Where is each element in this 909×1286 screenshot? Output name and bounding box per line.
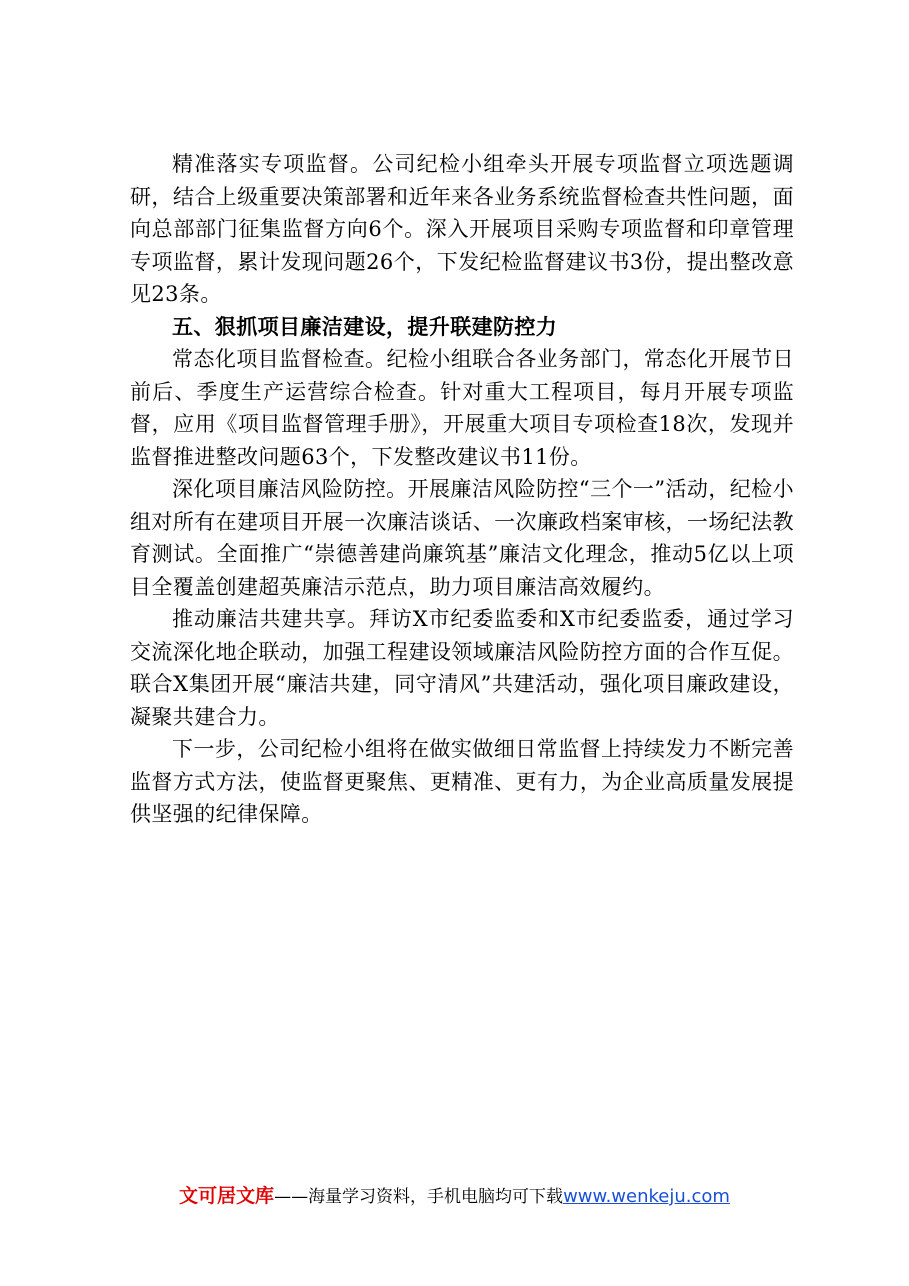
footer-website-link[interactable]: www.wenkeju.com [563, 1186, 730, 1207]
document-body [130, 148, 794, 831]
footer-banner [0, 1184, 909, 1209]
paragraph-project-inspection: 常态化项目监督检查。纪检小组联合各业务部门，常态化开展节日前后、季度生产运营综合检查。针对重大工程项目，每月开展专项监督，应用《项目监督管理手册》，开展重大项目专项检查18次，发现并监督推进整改问题63个，下发整改建议书11份。 [130, 347, 794, 469]
paragraph-special-supervision: 精准落实专项监督。公司纪检小组牵头开展专项监督立项选题调研，结合上级重要决策部署和近年来各业务系统监督检查共性问题，面向总部部门征集监督方向6个。深入开展项目采购专项监督和印章管理专项监督，累计发现问题26个，下发纪检监督建议书3份，提出整改意见23条。 [130, 152, 794, 306]
paragraph-next-step: 下一步，公司纪检小组将在做实做细日常监督上持续发力不断完善监督方式方法，使监督更聚焦、更精准、更有力，为企业高质量发展提供坚强的纪律保障。 [130, 737, 794, 826]
section-heading-five: 五、狠抓项目廉洁建设，提升联建防控力 [172, 314, 558, 339]
paragraph-risk-prevention: 深化项目廉洁风险防控。开展廉洁风险防控“三个一”活动，纪检小组对所有在建项目开展一次廉洁谈话、一次廉政档案审核，一场纪法教育测试。全面推广“崇德善建尚廉筑基”廉洁文化理念，推动5亿以上项目全覆盖创建超英廉洁示范点，助力项目廉洁高效履约。 [130, 477, 794, 599]
footer-dash: —— [274, 1187, 309, 1207]
footer-brand: 文可居文库 [179, 1185, 275, 1207]
paragraph-joint-building: 推动廉洁共建共享。拜访X市纪委监委和X市纪委监委，通过学习交流深化地企联动，加强工程建设领域廉洁风险防控方面的合作互促。联合X集团开展“廉洁共建，同守清风”共建活动，强化项目廉政建设，凝聚共建合力。 [130, 607, 794, 729]
footer-tagline: 海量学习资料，手机电脑均可下载 [308, 1187, 564, 1207]
